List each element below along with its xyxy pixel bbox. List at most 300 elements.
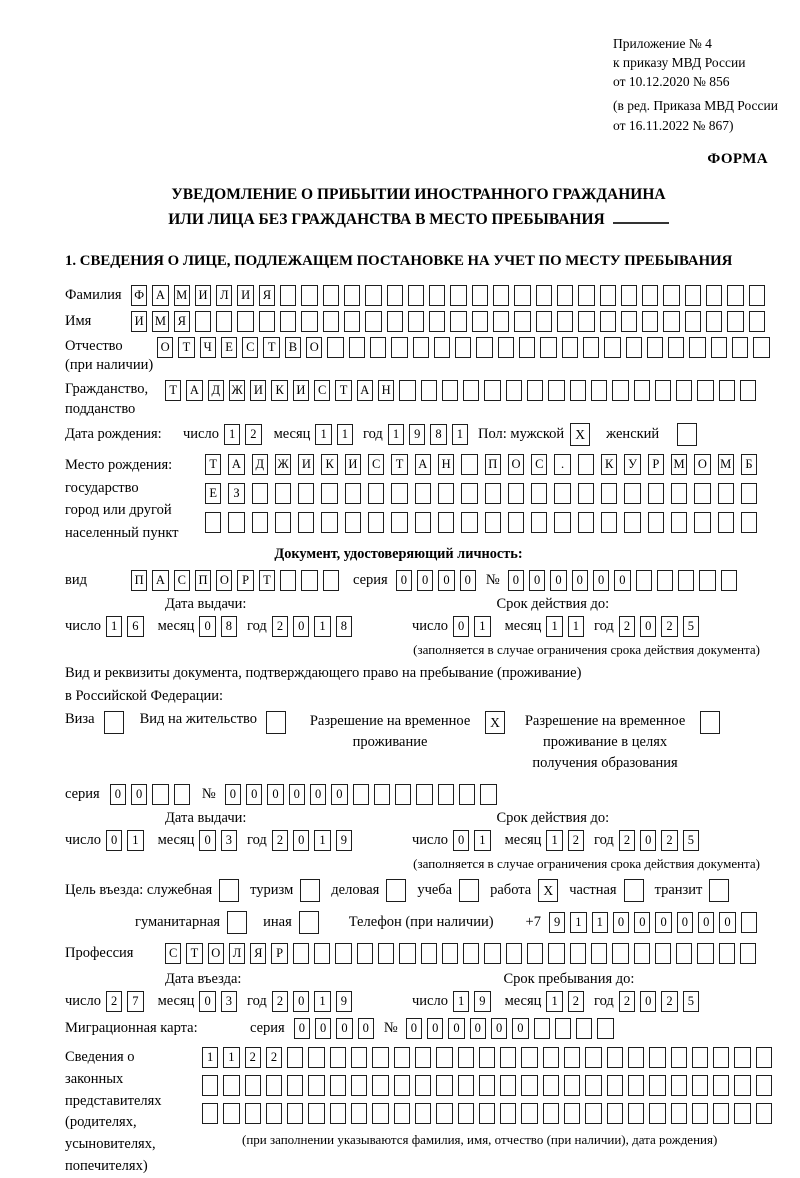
char-box[interactable] — [330, 1075, 346, 1096]
char-box[interactable]: 0 — [293, 991, 309, 1012]
char-box[interactable] — [450, 311, 466, 332]
char-box[interactable] — [612, 943, 628, 964]
char-box[interactable] — [671, 1075, 687, 1096]
char-box[interactable]: 0 — [225, 784, 241, 805]
char-box[interactable]: 2 — [106, 991, 122, 1012]
char-box[interactable]: 8 — [430, 424, 446, 445]
char-box[interactable] — [493, 285, 509, 306]
char-box[interactable]: 1 — [127, 830, 143, 851]
char-box[interactable]: 0 — [698, 912, 714, 933]
char-box[interactable]: 8 — [221, 616, 237, 637]
char-box[interactable]: 9 — [549, 912, 565, 933]
char-box[interactable]: З — [228, 483, 244, 504]
char-box[interactable] — [205, 512, 221, 533]
char-box[interactable] — [621, 285, 637, 306]
char-box[interactable] — [756, 1047, 772, 1068]
char-box[interactable] — [438, 483, 454, 504]
char-box[interactable] — [298, 512, 314, 533]
char-box[interactable]: А — [228, 454, 244, 475]
purpose-tourism-checkbox[interactable] — [300, 879, 320, 902]
char-box[interactable]: 0 — [655, 912, 671, 933]
char-box[interactable] — [323, 311, 339, 332]
char-box[interactable]: А — [415, 454, 431, 475]
char-box[interactable] — [585, 1047, 601, 1068]
char-box[interactable]: Р — [271, 943, 287, 964]
char-box[interactable] — [321, 483, 337, 504]
char-box[interactable] — [408, 311, 424, 332]
char-box[interactable] — [697, 380, 713, 401]
char-box[interactable] — [543, 1103, 559, 1124]
char-box[interactable] — [368, 512, 384, 533]
char-box[interactable] — [421, 380, 437, 401]
char-box[interactable]: 9 — [409, 424, 425, 445]
char-box[interactable] — [555, 1018, 571, 1039]
char-box[interactable] — [472, 285, 488, 306]
char-box[interactable] — [713, 1047, 729, 1068]
char-box[interactable]: 0 — [106, 830, 122, 851]
char-box[interactable] — [370, 337, 386, 358]
char-box[interactable]: 5 — [683, 991, 699, 1012]
char-box[interactable] — [624, 483, 640, 504]
char-box[interactable] — [719, 380, 735, 401]
char-box[interactable]: 0 — [634, 912, 650, 933]
char-box[interactable] — [321, 512, 337, 533]
char-box[interactable] — [732, 337, 748, 358]
char-box[interactable] — [413, 337, 429, 358]
char-box[interactable] — [259, 311, 275, 332]
char-box[interactable]: М — [671, 454, 687, 475]
char-box[interactable] — [600, 311, 616, 332]
char-box[interactable] — [621, 311, 637, 332]
sex-female-checkbox[interactable] — [677, 423, 697, 446]
char-box[interactable]: 0 — [572, 570, 588, 591]
char-box[interactable] — [694, 512, 710, 533]
char-box[interactable]: И — [131, 311, 147, 332]
char-box[interactable] — [519, 337, 535, 358]
char-box[interactable]: 0 — [508, 570, 524, 591]
char-box[interactable] — [741, 512, 757, 533]
char-box[interactable] — [647, 337, 663, 358]
char-box[interactable] — [685, 311, 701, 332]
char-box[interactable]: И — [298, 454, 314, 475]
char-box[interactable] — [202, 1075, 218, 1096]
char-box[interactable]: Т — [259, 570, 275, 591]
char-box[interactable] — [531, 512, 547, 533]
char-box[interactable] — [706, 311, 722, 332]
char-box[interactable]: Т — [186, 943, 202, 964]
char-box[interactable]: Д — [252, 454, 268, 475]
char-box[interactable] — [275, 512, 291, 533]
char-box[interactable] — [500, 1103, 516, 1124]
char-box[interactable]: М — [152, 311, 168, 332]
char-box[interactable] — [429, 285, 445, 306]
char-box[interactable] — [668, 337, 684, 358]
char-box[interactable]: 2 — [661, 991, 677, 1012]
char-box[interactable] — [493, 311, 509, 332]
char-box[interactable]: 6 — [127, 616, 143, 637]
char-box[interactable] — [543, 1047, 559, 1068]
char-box[interactable] — [740, 943, 756, 964]
char-box[interactable]: 1 — [223, 1047, 239, 1068]
char-box[interactable] — [564, 1075, 580, 1096]
char-box[interactable] — [436, 1103, 452, 1124]
char-box[interactable] — [756, 1075, 772, 1096]
char-box[interactable]: О — [508, 454, 524, 475]
char-box[interactable] — [628, 1047, 644, 1068]
char-box[interactable]: М — [174, 285, 190, 306]
char-box[interactable]: Ж — [229, 380, 245, 401]
char-box[interactable] — [275, 483, 291, 504]
char-box[interactable] — [280, 570, 296, 591]
char-box[interactable] — [607, 1075, 623, 1096]
char-box[interactable] — [463, 943, 479, 964]
char-box[interactable] — [399, 380, 415, 401]
char-box[interactable]: 0 — [719, 912, 735, 933]
char-box[interactable]: А — [186, 380, 202, 401]
char-box[interactable]: 1 — [224, 424, 240, 445]
char-box[interactable] — [345, 512, 361, 533]
char-box[interactable] — [578, 285, 594, 306]
char-box[interactable]: 0 — [512, 1018, 528, 1039]
char-box[interactable] — [415, 512, 431, 533]
purpose-study-checkbox[interactable] — [459, 879, 479, 902]
char-box[interactable] — [554, 483, 570, 504]
char-box[interactable] — [459, 784, 475, 805]
char-box[interactable] — [756, 1103, 772, 1124]
char-box[interactable]: 0 — [199, 830, 215, 851]
char-box[interactable] — [741, 912, 757, 933]
char-box[interactable] — [353, 784, 369, 805]
char-box[interactable] — [395, 784, 411, 805]
purpose-private-checkbox[interactable] — [624, 879, 644, 902]
char-box[interactable] — [237, 311, 253, 332]
char-box[interactable]: 1 — [314, 830, 330, 851]
char-box[interactable]: . — [554, 454, 570, 475]
char-box[interactable] — [429, 311, 445, 332]
char-box[interactable] — [562, 337, 578, 358]
char-box[interactable] — [152, 784, 168, 805]
char-box[interactable] — [719, 943, 735, 964]
char-box[interactable]: О — [306, 337, 322, 358]
char-box[interactable] — [671, 512, 687, 533]
purpose-work-checkbox[interactable]: X — [538, 879, 558, 902]
char-box[interactable] — [692, 1103, 708, 1124]
char-box[interactable] — [514, 285, 530, 306]
char-box[interactable] — [387, 285, 403, 306]
char-box[interactable] — [330, 1103, 346, 1124]
char-box[interactable] — [557, 285, 573, 306]
char-box[interactable] — [649, 1047, 665, 1068]
char-box[interactable]: 5 — [683, 616, 699, 637]
char-box[interactable] — [287, 1075, 303, 1096]
char-box[interactable]: 0 — [293, 830, 309, 851]
char-box[interactable] — [607, 1103, 623, 1124]
char-box[interactable]: 0 — [448, 1018, 464, 1039]
char-box[interactable] — [344, 285, 360, 306]
char-box[interactable] — [711, 337, 727, 358]
char-box[interactable]: С — [314, 380, 330, 401]
char-box[interactable] — [734, 1103, 750, 1124]
char-box[interactable] — [252, 512, 268, 533]
char-box[interactable]: 1 — [106, 616, 122, 637]
char-box[interactable] — [536, 311, 552, 332]
char-box[interactable]: 0 — [640, 991, 656, 1012]
char-box[interactable] — [245, 1103, 261, 1124]
char-box[interactable]: Т — [178, 337, 194, 358]
char-box[interactable] — [628, 1103, 644, 1124]
char-box[interactable] — [713, 1103, 729, 1124]
char-box[interactable] — [484, 943, 500, 964]
char-box[interactable]: 0 — [293, 616, 309, 637]
char-box[interactable] — [472, 311, 488, 332]
char-box[interactable] — [479, 1047, 495, 1068]
char-box[interactable] — [506, 380, 522, 401]
char-box[interactable]: 0 — [460, 570, 476, 591]
char-box[interactable] — [557, 311, 573, 332]
char-box[interactable] — [228, 512, 244, 533]
char-box[interactable]: С — [242, 337, 258, 358]
char-box[interactable] — [345, 483, 361, 504]
char-box[interactable] — [357, 943, 373, 964]
purpose-official-checkbox[interactable] — [219, 879, 239, 902]
char-box[interactable] — [463, 380, 479, 401]
char-box[interactable] — [458, 1047, 474, 1068]
char-box[interactable] — [374, 784, 390, 805]
char-box[interactable]: 0 — [677, 912, 693, 933]
char-box[interactable] — [415, 483, 431, 504]
char-box[interactable]: 1 — [315, 424, 331, 445]
char-box[interactable] — [391, 512, 407, 533]
char-box[interactable] — [576, 1018, 592, 1039]
char-box[interactable] — [642, 311, 658, 332]
residence-permit-checkbox[interactable] — [266, 711, 286, 734]
purpose-transit-checkbox[interactable] — [709, 879, 729, 902]
char-box[interactable] — [202, 1103, 218, 1124]
char-box[interactable]: 2 — [272, 991, 288, 1012]
char-box[interactable] — [372, 1103, 388, 1124]
char-box[interactable] — [349, 337, 365, 358]
char-box[interactable]: 0 — [331, 784, 347, 805]
char-box[interactable] — [461, 483, 477, 504]
char-box[interactable]: 0 — [289, 784, 305, 805]
char-box[interactable]: 3 — [221, 830, 237, 851]
char-box[interactable] — [689, 337, 705, 358]
char-box[interactable] — [585, 1103, 601, 1124]
char-box[interactable] — [583, 337, 599, 358]
char-box[interactable]: 2 — [619, 616, 635, 637]
char-box[interactable]: П — [195, 570, 211, 591]
char-box[interactable] — [365, 285, 381, 306]
char-box[interactable] — [671, 483, 687, 504]
char-box[interactable]: 0 — [294, 1018, 310, 1039]
char-box[interactable] — [694, 483, 710, 504]
char-box[interactable] — [548, 943, 564, 964]
char-box[interactable] — [216, 311, 232, 332]
char-box[interactable] — [727, 311, 743, 332]
char-box[interactable] — [734, 1075, 750, 1096]
char-box[interactable]: 2 — [245, 1047, 261, 1068]
char-box[interactable] — [378, 943, 394, 964]
char-box[interactable] — [442, 380, 458, 401]
char-box[interactable] — [636, 570, 652, 591]
char-box[interactable] — [634, 380, 650, 401]
char-box[interactable] — [713, 1075, 729, 1096]
char-box[interactable] — [314, 943, 330, 964]
char-box[interactable] — [740, 380, 756, 401]
char-box[interactable] — [301, 285, 317, 306]
char-box[interactable] — [365, 311, 381, 332]
char-box[interactable]: Т — [335, 380, 351, 401]
char-box[interactable] — [678, 570, 694, 591]
char-box[interactable] — [753, 337, 769, 358]
char-box[interactable] — [223, 1103, 239, 1124]
char-box[interactable]: П — [485, 454, 501, 475]
char-box[interactable] — [387, 311, 403, 332]
char-box[interactable]: О — [157, 337, 173, 358]
char-box[interactable] — [601, 483, 617, 504]
char-box[interactable]: 1 — [474, 616, 490, 637]
char-box[interactable] — [458, 1103, 474, 1124]
char-box[interactable]: 0 — [491, 1018, 507, 1039]
char-box[interactable]: Е — [205, 483, 221, 504]
char-box[interactable]: 0 — [199, 991, 215, 1012]
char-box[interactable]: 9 — [474, 991, 490, 1012]
char-box[interactable]: 0 — [267, 784, 283, 805]
char-box[interactable] — [391, 483, 407, 504]
char-box[interactable] — [301, 570, 317, 591]
char-box[interactable] — [351, 1047, 367, 1068]
char-box[interactable] — [534, 1018, 550, 1039]
char-box[interactable] — [734, 1047, 750, 1068]
char-box[interactable] — [301, 311, 317, 332]
char-box[interactable] — [344, 311, 360, 332]
char-box[interactable]: Т — [205, 454, 221, 475]
char-box[interactable]: А — [152, 285, 168, 306]
char-box[interactable] — [521, 1075, 537, 1096]
char-box[interactable]: 3 — [221, 991, 237, 1012]
char-box[interactable] — [399, 943, 415, 964]
char-box[interactable]: 2 — [272, 830, 288, 851]
char-box[interactable]: Л — [229, 943, 245, 964]
char-box[interactable]: 0 — [453, 830, 469, 851]
char-box[interactable]: 2 — [661, 830, 677, 851]
visa-checkbox[interactable] — [104, 711, 124, 734]
char-box[interactable] — [564, 1047, 580, 1068]
char-box[interactable]: К — [321, 454, 337, 475]
char-box[interactable]: 2 — [245, 424, 261, 445]
char-box[interactable] — [308, 1103, 324, 1124]
char-box[interactable]: П — [131, 570, 147, 591]
char-box[interactable]: 2 — [568, 991, 584, 1012]
char-box[interactable] — [521, 1047, 537, 1068]
char-box[interactable]: 0 — [593, 570, 609, 591]
char-box[interactable] — [416, 784, 432, 805]
char-box[interactable] — [461, 512, 477, 533]
char-box[interactable] — [174, 784, 190, 805]
char-box[interactable] — [676, 943, 692, 964]
char-box[interactable] — [394, 1075, 410, 1096]
char-box[interactable]: Р — [237, 570, 253, 591]
char-box[interactable] — [527, 380, 543, 401]
char-box[interactable] — [391, 337, 407, 358]
char-box[interactable]: Я — [250, 943, 266, 964]
char-box[interactable] — [570, 380, 586, 401]
char-box[interactable] — [540, 337, 556, 358]
char-box[interactable]: 5 — [683, 830, 699, 851]
char-box[interactable] — [527, 943, 543, 964]
char-box[interactable] — [604, 337, 620, 358]
char-box[interactable] — [372, 1075, 388, 1096]
char-box[interactable] — [335, 943, 351, 964]
char-box[interactable] — [649, 1103, 665, 1124]
char-box[interactable] — [455, 337, 471, 358]
char-box[interactable] — [649, 1075, 665, 1096]
char-box[interactable] — [597, 1018, 613, 1039]
char-box[interactable] — [298, 483, 314, 504]
char-box[interactable] — [415, 1103, 431, 1124]
char-box[interactable] — [657, 570, 673, 591]
char-box[interactable]: 0 — [358, 1018, 374, 1039]
char-box[interactable] — [536, 285, 552, 306]
char-box[interactable] — [727, 285, 743, 306]
char-box[interactable] — [508, 512, 524, 533]
char-box[interactable] — [195, 311, 211, 332]
char-box[interactable]: 1 — [546, 830, 562, 851]
char-box[interactable]: Ч — [200, 337, 216, 358]
char-box[interactable]: 2 — [661, 616, 677, 637]
char-box[interactable] — [245, 1075, 261, 1096]
char-box[interactable] — [749, 285, 765, 306]
char-box[interactable] — [480, 784, 496, 805]
char-box[interactable]: А — [357, 380, 373, 401]
char-box[interactable]: 2 — [266, 1047, 282, 1068]
char-box[interactable] — [500, 1047, 516, 1068]
temp-residence-checkbox[interactable]: X — [485, 711, 505, 734]
char-box[interactable] — [718, 483, 734, 504]
char-box[interactable]: 0 — [131, 784, 147, 805]
char-box[interactable]: И — [293, 380, 309, 401]
char-box[interactable] — [612, 380, 628, 401]
char-box[interactable] — [578, 311, 594, 332]
char-box[interactable]: 1 — [474, 830, 490, 851]
char-box[interactable]: 1 — [453, 991, 469, 1012]
char-box[interactable] — [607, 1047, 623, 1068]
char-box[interactable]: Т — [391, 454, 407, 475]
char-box[interactable] — [506, 943, 522, 964]
char-box[interactable] — [266, 1075, 282, 1096]
char-box[interactable] — [749, 311, 765, 332]
char-box[interactable] — [585, 1075, 601, 1096]
char-box[interactable] — [548, 380, 564, 401]
char-box[interactable]: 1 — [546, 616, 562, 637]
char-box[interactable] — [628, 1075, 644, 1096]
char-box[interactable]: 0 — [470, 1018, 486, 1039]
char-box[interactable]: 2 — [272, 616, 288, 637]
char-box[interactable] — [721, 570, 737, 591]
char-box[interactable]: М — [718, 454, 734, 475]
char-box[interactable] — [697, 943, 713, 964]
char-box[interactable]: 0 — [406, 1018, 422, 1039]
char-box[interactable]: 0 — [246, 784, 262, 805]
char-box[interactable]: 1 — [202, 1047, 218, 1068]
char-box[interactable]: С — [531, 454, 547, 475]
char-box[interactable] — [442, 943, 458, 964]
char-box[interactable] — [372, 1047, 388, 1068]
char-box[interactable] — [450, 285, 466, 306]
char-box[interactable]: 0 — [336, 1018, 352, 1039]
char-box[interactable]: 0 — [640, 830, 656, 851]
char-box[interactable] — [676, 380, 692, 401]
